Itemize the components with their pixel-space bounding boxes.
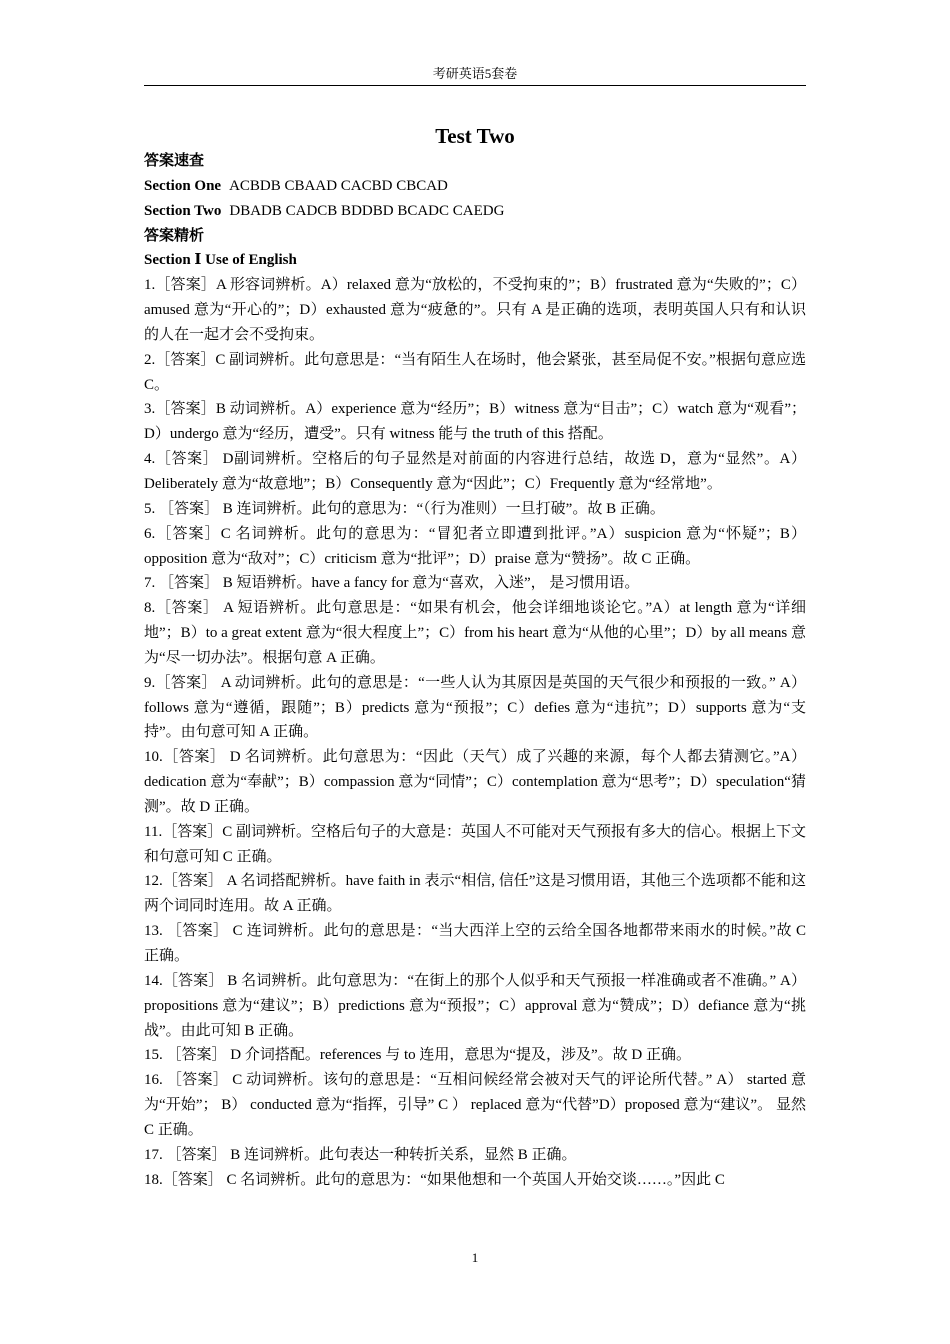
answer-item: 18.［答案］ C 名词辨析。此句的意思为：“如果他想和一个英国人开始交谈……。”因此 C xyxy=(144,1171,725,1188)
section-two-label: Section Two xyxy=(144,202,222,219)
answer-item: 2.［答案］C 副词辨析。此句意思是：“当有陌生人在场时，他会紧张，甚至局促不安。”根据句意应选 C。 xyxy=(144,351,806,393)
answer-item: 14.［答案］ B 名词辨析。此句意思为：“在街上的那个人似乎和天气预报一样准确或者不准确。” A）propositions 意为“建议”；B）predictions 意为“预报”；C）approval 意为“赞成”；D）defiance 意为“挑战”。由此可知 B 正确。 xyxy=(144,972,806,1039)
section-one-keys: ACBDB CBAAD CACBD CBCAD xyxy=(229,177,448,194)
answer-item: 9.［答案］ A 动词辨析。此句的意思是：“一些人认为其原因是英国的天气很少和预报的一致。” A）follows 意为“遵循，跟随”；B）predicts 意为“预报”；C）defies 意为“违抗”；D）supports 意为“支持”。由句意可知 A 正确。 xyxy=(144,674,806,741)
answer-item: 6.［答案］C 名词辨析。此句的意思为：“冒犯者立即遭到批评。”A）suspicion 意为“怀疑”；B）opposition 意为“敌对”；C）criticism 意为“批评”；D）praise 意为“赞扬”。故 C 正确。 xyxy=(144,525,806,567)
quick-answers-heading: 答案速查 xyxy=(144,153,205,169)
section-two-keys: DBADB CADCB BDDBD BCADC CAEDG xyxy=(229,202,505,219)
answer-item: 17. ［答案］ B 连词辨析。此句表达一种转折关系，显然 B 正确。 xyxy=(144,1146,577,1163)
answer-item: 1.［答案］A 形容词辨析。A）relaxed 意为“放松的，不受拘束的”；B）frustrated 意为“失败的”；C）amused 意为“开心的”；D）exhausted 意为“疲惫的”。只有 A 是正确的选项，表明英国人只有和认识的人在一起才会不受拘束。 xyxy=(144,277,806,343)
answer-item: 7. ［答案］ B 短语辨析。have a fancy for 意为“喜欢，入迷”， 是习惯用语。 xyxy=(144,575,640,592)
answer-item: 3.［答案］B 动词辨析。A）experience 意为“经历”；B）witness 意为“目击”；C）watch 意为“观看”；D）undergo 意为“经历，遭受”。只有 witness 能与 the truth of this 搭配。 xyxy=(144,401,806,443)
header-rule xyxy=(144,85,806,86)
answer-item: 11.［答案］C 副词辨析。空格后句子的大意是：英国人不可能对天气预报有多大的信心。根据上下文和句意可知 C 正确。 xyxy=(144,823,806,865)
section-one-answers xyxy=(144,174,806,199)
page-title: Test Two xyxy=(435,124,515,148)
answer-item: 4.［答案］ D副词辨析。空格后的句子显然是对前面的内容进行总结，故选 D，意为“显然”。A）Deliberately 意为“故意地”；B）Consequently 意为“因此”；C）Frequently 意为“经常地”。 xyxy=(144,451,806,492)
analysis-heading: 答案精析 xyxy=(144,227,205,244)
page-number: 1 xyxy=(471,1250,479,1265)
section-one-label: Section One xyxy=(144,177,222,194)
answer-explanations xyxy=(144,273,806,1192)
answer-item: 15. ［答案］ D 介词搭配。references 与 to 连用，意思为“提及，涉及”。故 D 正确。 xyxy=(144,1047,692,1064)
answer-item: 5. ［答案］ B 连词辨析。此句的意思为：“（行为准则）一旦打破”。故 B 正确。 xyxy=(144,500,665,517)
answer-item: 8.［答案］ A 短语辨析。此句意思是：“如果有机会，他会详细地谈论它。”A）at length 意为“详细地”；B）to a great extent 意为“很大程度上”；C）from his heart 意为“从他的心里”；D）by all means 意为“尽一切办法”。根据句意 A 正确。 xyxy=(144,600,806,666)
section-heading: Section Ⅰ Use of English xyxy=(144,252,297,269)
section-two-answers xyxy=(144,199,806,224)
document-body xyxy=(144,149,806,1192)
answer-item: 12.［答案］ A 名词搭配辨析。have faith in 表示“相信, 信任”这是习惯用语，其他三个选项都不能和这两个词同时连用。故 A 正确。 xyxy=(144,873,806,915)
answer-item: 16. ［答案］ C 动词辨析。该句的意思是：“互相问候经常会被对天气的评论所代替。” A） started 意为“开始”； B） conducted 意为“指挥，引导” C ） replaced 意为“代替”D）proposed 意为“建议”。 显然 C 正确。 xyxy=(144,1072,806,1138)
answer-item: 13. ［答案］ C 连词辨析。此句的意思是：“当大西洋上空的云给全国各地都带来雨水的时候。”故 C 正确。 xyxy=(144,923,806,964)
running-header: 考研英语5套卷 xyxy=(432,66,518,81)
answer-item: 10.［答案］ D 名词辨析。此句意思为：“因此（天气）成了兴趣的来源，每个人都去猜测它。”A）dedication 意为“奉献”；B）compassion 意为“同情”；C）contemplation 意为“思考”；D）speculation“猜测”。故 D 正确。 xyxy=(144,749,806,815)
